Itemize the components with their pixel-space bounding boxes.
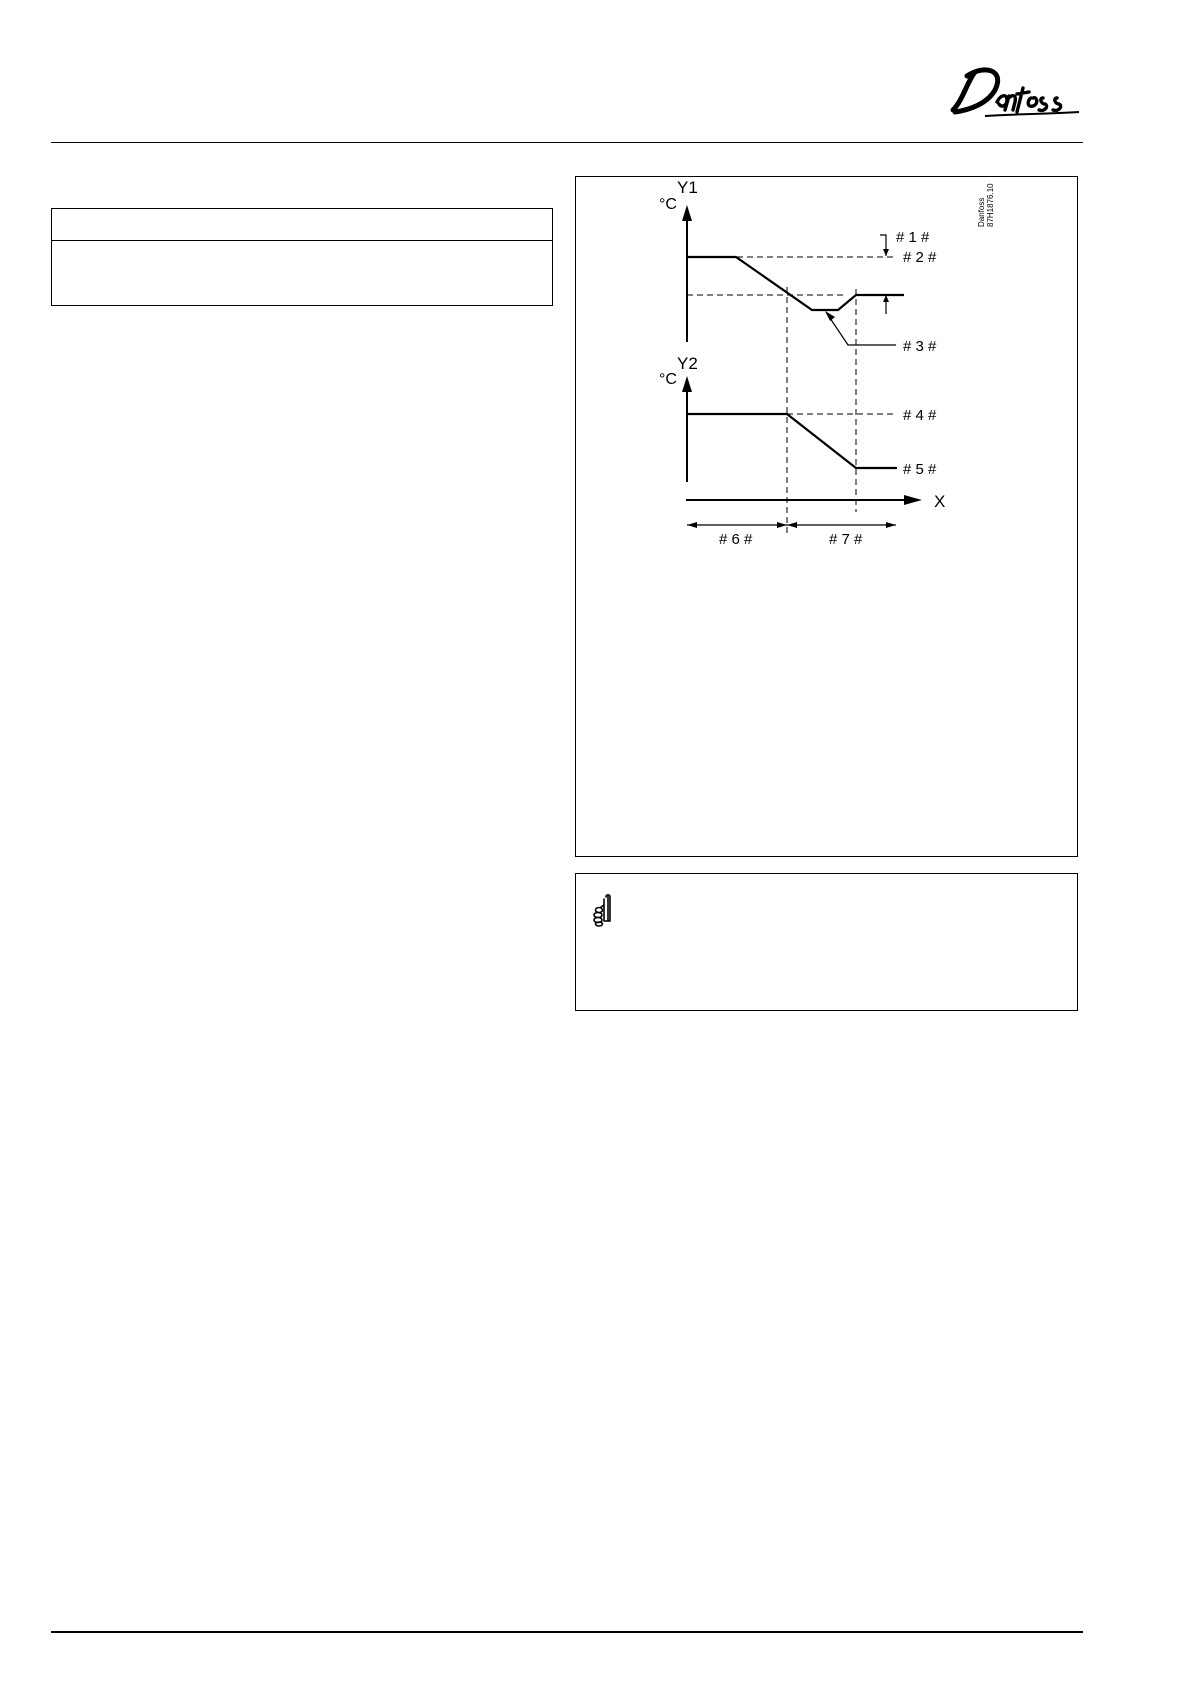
figure-ref-code-line1: Danfoss bbox=[977, 197, 986, 227]
label-3: # 3 # bbox=[903, 338, 937, 355]
temperature-diagram bbox=[576, 177, 1079, 858]
y1-band-dimension bbox=[880, 235, 889, 314]
y1-curve bbox=[687, 257, 904, 310]
y2-curve bbox=[687, 414, 897, 468]
y1-axis bbox=[682, 205, 692, 342]
label-7: # 7 # bbox=[829, 531, 863, 548]
y2-unit: °C bbox=[659, 371, 677, 388]
header-rule bbox=[51, 142, 1083, 143]
danfoss-logo bbox=[945, 60, 1085, 122]
parameter-box bbox=[51, 208, 553, 306]
figure-ref-code-line2: 87H1876.10 bbox=[986, 183, 995, 227]
label-6: # 6 # bbox=[719, 531, 753, 548]
y2-label: Y2 bbox=[677, 354, 698, 373]
x-label: X bbox=[934, 492, 946, 511]
label-2: # 2 # bbox=[903, 249, 937, 266]
parameter-box-divider bbox=[52, 240, 552, 241]
x-dimension bbox=[687, 522, 896, 528]
label-3-leader bbox=[825, 311, 896, 345]
y2-axis bbox=[682, 376, 692, 482]
pointing-hand-icon bbox=[590, 891, 620, 931]
diagram-frame bbox=[575, 176, 1078, 857]
x-axis bbox=[686, 495, 922, 505]
label-5: # 5 # bbox=[903, 461, 937, 478]
note-box bbox=[575, 873, 1078, 1011]
footer-rule bbox=[51, 1631, 1083, 1633]
label-4: # 4 # bbox=[903, 407, 937, 424]
y1-label: Y1 bbox=[677, 178, 698, 197]
label-1: # 1 # bbox=[896, 229, 930, 246]
y1-unit: °C bbox=[659, 196, 677, 213]
